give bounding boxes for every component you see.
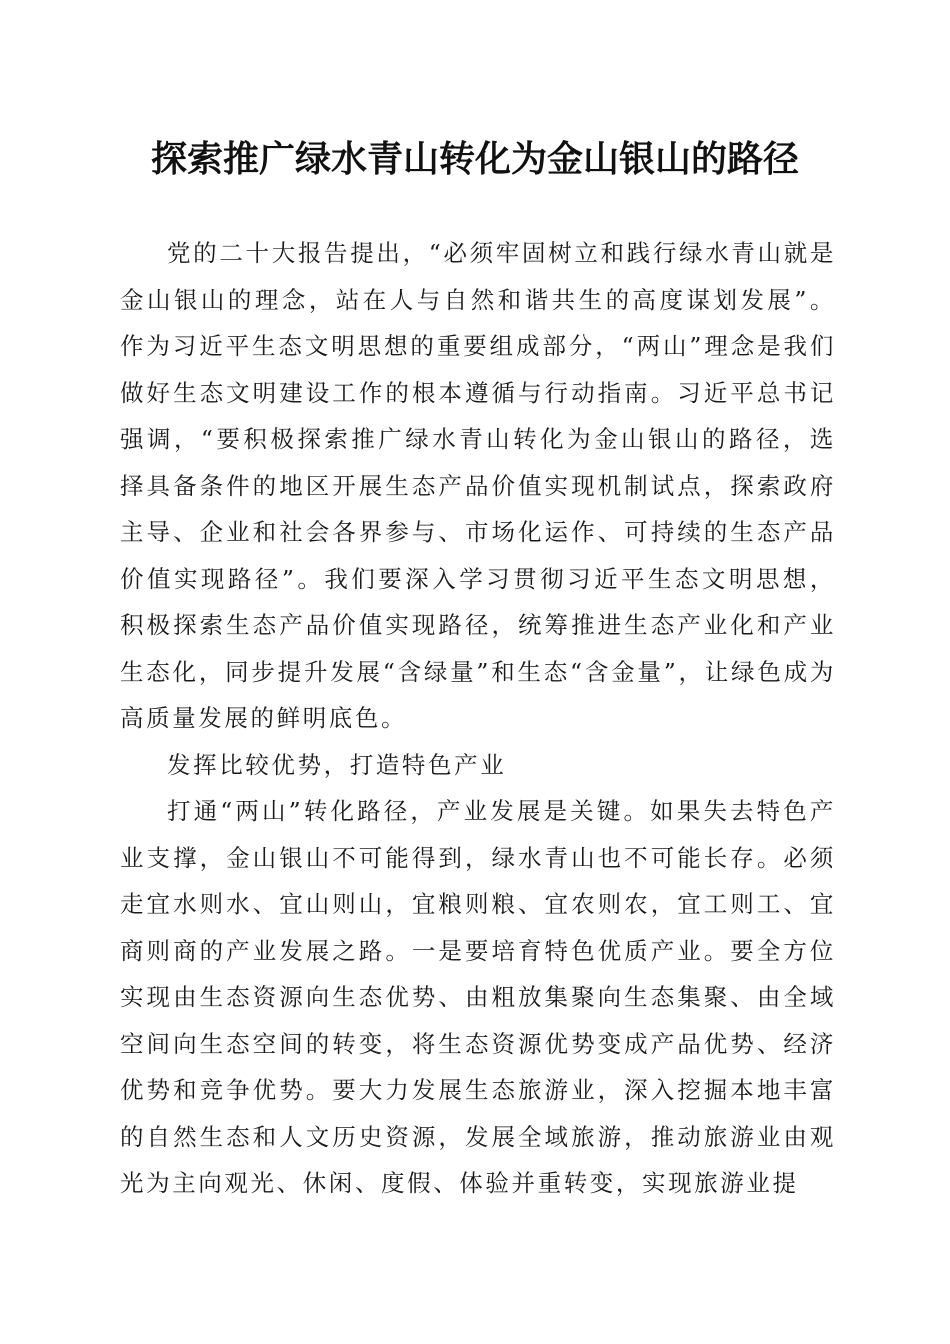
paragraph-intro: 党的二十大报告提出，“必须牢固树立和践行绿水青山就是金山银山的理念，站在人与自然和谐共生的高度谋划发展”。作为习近平生态文明思想的重要组成部分，“两山”理念是我们做好生态文明建设工作的根本遵循与行动指南。习近平总书记强调，“要积极探索推广绿水青山转化为金山银山的路径，选择具备条件的地区开展生态产品价值实现机制试点，探索政府主导、企业和社会各界参与、市场化运作、可持续的生态产品价值实现路径”。我们要深入学习贯彻习近平生态文明思想，积极探索生态产品价值实现路径，统筹推进生态产业化和产业生态化，同步提升发展“含绿量”和生态“含金量”，让绿色成为高质量发展的鲜明底色。 xyxy=(120,239,836,732)
section-heading: 发挥比较优势，打造特色产业 xyxy=(167,750,507,779)
paragraph-industry: 打通“两山”转化路径，产业发展是关键。如果失去特色产业支撑，金山银山不可能得到，绿水青山也不可能长存。必须走宜水则水、宜山则山，宜粮则粮、宜农则农，宜工则工、宜商则商的产业发展之路。一是要培育特色优质产业。要全方位实现由生态资源向生态优势、由粗放集聚向生态集聚、由全域空间向生态空间的转变，将生态资源优势变成产品优势、经济优势和竞争优势。要大力发展生态旅游业，深入挖掘本地丰富的自然生态和人文历史资源，发展全域旅游，推动旅游业由观光为主向观光、休闲、度假、体验并重转变，实现旅游业提 xyxy=(120,797,836,1197)
document-body xyxy=(120,230,836,1207)
document-title: 探索推广绿水青山转化为金山银山的路径 xyxy=(150,138,799,180)
